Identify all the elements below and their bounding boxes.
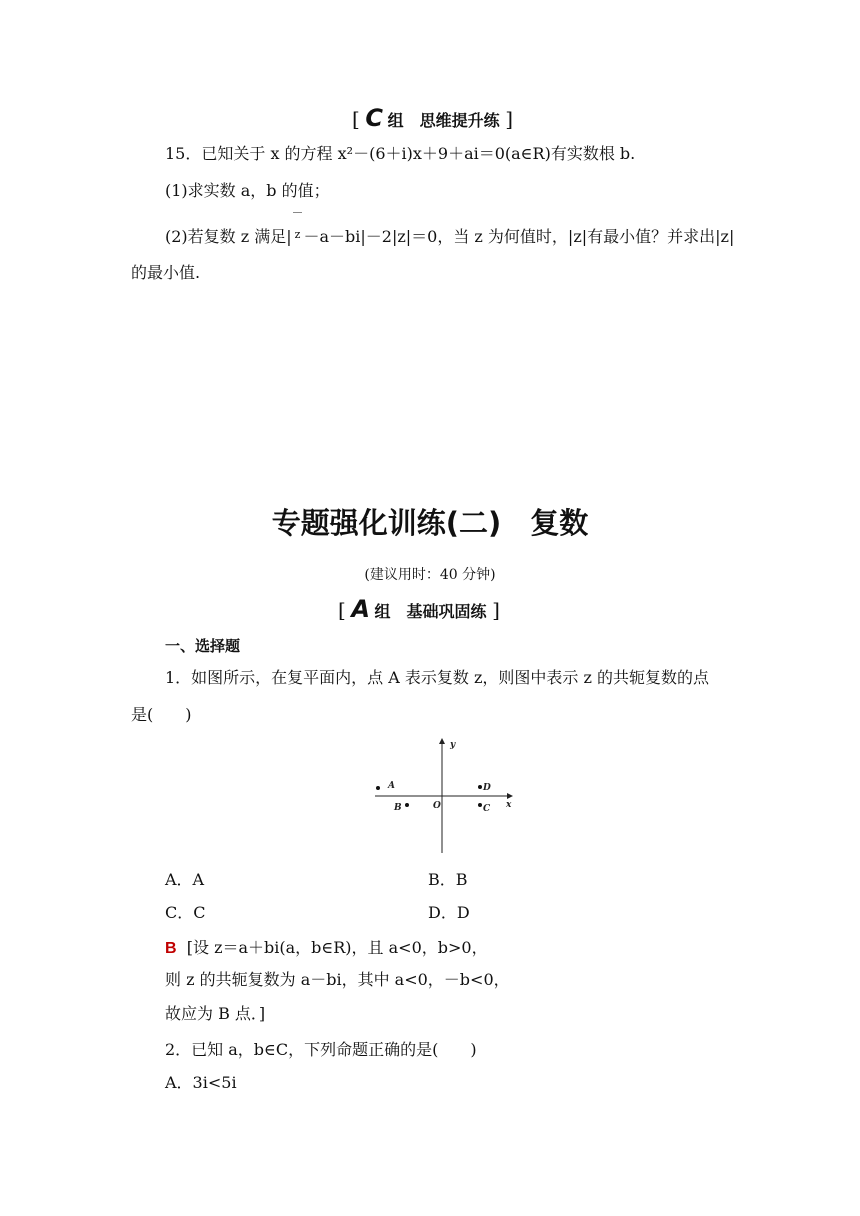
group-a-label: 组 基础巩固练 bbox=[374, 602, 487, 621]
q2-option-a: A．3i<5i bbox=[165, 1073, 237, 1092]
point-c-label: C bbox=[483, 804, 491, 814]
q1-option-b: B．B bbox=[428, 870, 468, 889]
group-letter-a: A bbox=[351, 595, 369, 623]
answer-letter: B bbox=[165, 940, 177, 957]
point-c bbox=[478, 803, 482, 807]
origin-label: O bbox=[433, 801, 441, 811]
group-a-header: [ A 组 基础巩固练 ] bbox=[338, 595, 500, 623]
q1-option-d: D．D bbox=[428, 903, 470, 922]
point-a bbox=[376, 786, 380, 790]
y-axis-label: y bbox=[450, 740, 456, 750]
group-letter-c: C bbox=[365, 104, 383, 132]
q15-line2: (1)求实数 a，b 的值； bbox=[165, 181, 330, 200]
point-d bbox=[478, 785, 482, 789]
complex-plane-figure bbox=[370, 735, 520, 855]
point-a-label: A bbox=[388, 781, 395, 791]
q1-answer-line2: 则 z 的共轭复数为 a－bi，其中 a<0，－b<0， bbox=[165, 970, 510, 989]
q15-line4: 的最小值. bbox=[131, 263, 201, 282]
q1-line1: 1．如图所示，在复平面内，点 A 表示复数 z，则图中表示 z 的共轭复数的点 bbox=[165, 668, 710, 687]
group-c-header: [ C 组 思维提升练 ] bbox=[352, 104, 513, 132]
x-axis-label: x bbox=[506, 800, 512, 810]
q1-line2: 是( ) bbox=[131, 705, 192, 724]
section-heading: 一、选择题 bbox=[165, 637, 241, 655]
q15-line3: (2)若复数 z 满足| z －a－bi|－2|z|＝0，当 z 为何值时，|z|有最小值？并求出|z| bbox=[165, 224, 734, 248]
q15-line1: 15．已知关于 x 的方程 x²－(6＋i)x＋9＋ai＝0(a∈R)有实数根 b. bbox=[165, 144, 636, 163]
group-c-label: 组 思维提升练 bbox=[387, 111, 500, 130]
recommended-time: (建议用时：40 分钟) bbox=[364, 567, 496, 583]
point-b bbox=[405, 803, 409, 807]
point-d-label: D bbox=[483, 783, 491, 793]
q1-option-a: A．A bbox=[165, 870, 205, 889]
point-b-label: B bbox=[394, 803, 402, 813]
q1-answer-line3: 故应为 B 点．] bbox=[165, 1004, 266, 1023]
q1-answer-line1: B [设 z＝a＋bi(a，b∈R)，且 a<0，b>0， bbox=[165, 938, 488, 957]
page-title: 专题强化训练(二) 复数 bbox=[271, 506, 589, 540]
conjugate-z: z bbox=[292, 224, 304, 246]
q2-line1: 2．已知 a，b∈C，下列命题正确的是( ) bbox=[165, 1040, 477, 1059]
q1-option-c: C．C bbox=[165, 903, 206, 922]
